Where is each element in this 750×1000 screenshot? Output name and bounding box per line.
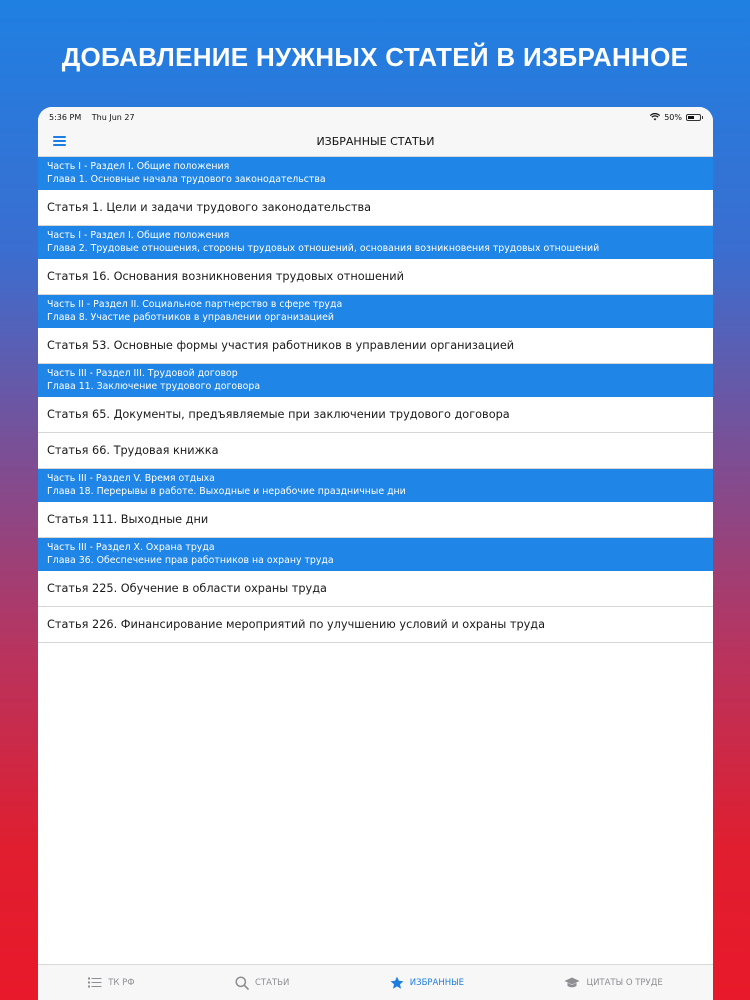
- tab-articles[interactable]: [235, 976, 289, 990]
- tab-label: СТАТЬИ: [255, 977, 290, 988]
- section-part: Часть I - Раздел I. Общие положения: [47, 161, 230, 172]
- section-part: Часть II - Раздел II. Социальное партнерство в сфере труда: [47, 299, 343, 310]
- star-icon: [390, 976, 404, 990]
- section-chapter: Глава 1. Основные начала трудового законодательства: [47, 173, 326, 185]
- section-part: Часть III - Раздел X. Охрана труда: [47, 542, 215, 553]
- section-chapter: Глава 18. Перерывы в работе. Выходные и нерабочие праздничные дни: [47, 485, 406, 497]
- tab-quotes[interactable]: [564, 977, 662, 989]
- status-date: Thu Jun 27: [91, 112, 135, 122]
- article-row[interactable]: Статья 66. Трудовая книжка: [38, 433, 713, 469]
- section-header: [38, 364, 713, 397]
- tab-bar: [38, 964, 713, 1000]
- favorites-list: [38, 157, 713, 643]
- section-header: [38, 469, 713, 502]
- tab-label: ТК РФ: [108, 977, 135, 988]
- section-chapter: Глава 36. Обеспечение прав работников на охрану труда: [47, 554, 334, 566]
- graduation-cap-icon: [564, 977, 580, 989]
- article-row[interactable]: Статья 53. Основные формы участия работников в управлении организацией: [38, 328, 713, 364]
- section-header: [38, 226, 713, 259]
- article-row[interactable]: Статья 225. Обучение в области охраны труда: [38, 571, 713, 607]
- section-header: [38, 157, 713, 190]
- tab-favorites[interactable]: [390, 976, 464, 990]
- status-bar: [38, 107, 713, 127]
- article-row[interactable]: Статья 1. Цели и задачи трудового законодательства: [38, 190, 713, 226]
- article-row[interactable]: Статья 16. Основания возникновения трудовых отношений: [38, 259, 713, 295]
- promo-headline: ДОБАВЛЕНИЕ НУЖНЫХ СТАТЕЙ В ИЗБРАННОЕ: [61, 42, 689, 72]
- menu-icon[interactable]: [53, 136, 66, 146]
- article-row[interactable]: Статья 65. Документы, предъявляемые при заключении трудового договора: [38, 397, 713, 433]
- tab-label: ИЗБРАННЫЕ: [409, 977, 465, 988]
- section-part: Часть III - Раздел V. Время отдыха: [47, 473, 215, 484]
- status-time: 5:36 PM: [49, 112, 82, 122]
- article-row[interactable]: Статья 226. Финансирование мероприятий по улучшению условий и охраны труда: [38, 607, 713, 643]
- page-title: ИЗБРАННЫЕ СТАТЬИ: [316, 135, 435, 148]
- section-part: Часть I - Раздел I. Общие положения: [47, 230, 230, 241]
- navigation-bar: [38, 127, 713, 157]
- section-header: [38, 538, 713, 571]
- search-icon: [235, 976, 249, 990]
- wifi-icon: [650, 113, 660, 121]
- article-row[interactable]: Статья 111. Выходные дни: [38, 502, 713, 538]
- battery-icon: [686, 114, 701, 121]
- tab-tk-rf[interactable]: [88, 977, 134, 988]
- section-header: [38, 295, 713, 328]
- section-part: Часть III - Раздел III. Трудовой договор: [47, 368, 238, 379]
- battery-percent: 50%: [664, 112, 682, 122]
- section-chapter: Глава 8. Участие работников в управлении организацией: [47, 311, 334, 323]
- list-icon: [88, 977, 102, 988]
- section-chapter: Глава 11. Заключение трудового договора: [47, 380, 261, 392]
- app-window: [38, 107, 713, 1000]
- tab-label: ЦИТАТЫ О ТРУДЕ: [586, 977, 663, 988]
- section-chapter: Глава 2. Трудовые отношения, стороны трудовых отношений, основания возникновения трудовых отношений: [47, 242, 600, 254]
